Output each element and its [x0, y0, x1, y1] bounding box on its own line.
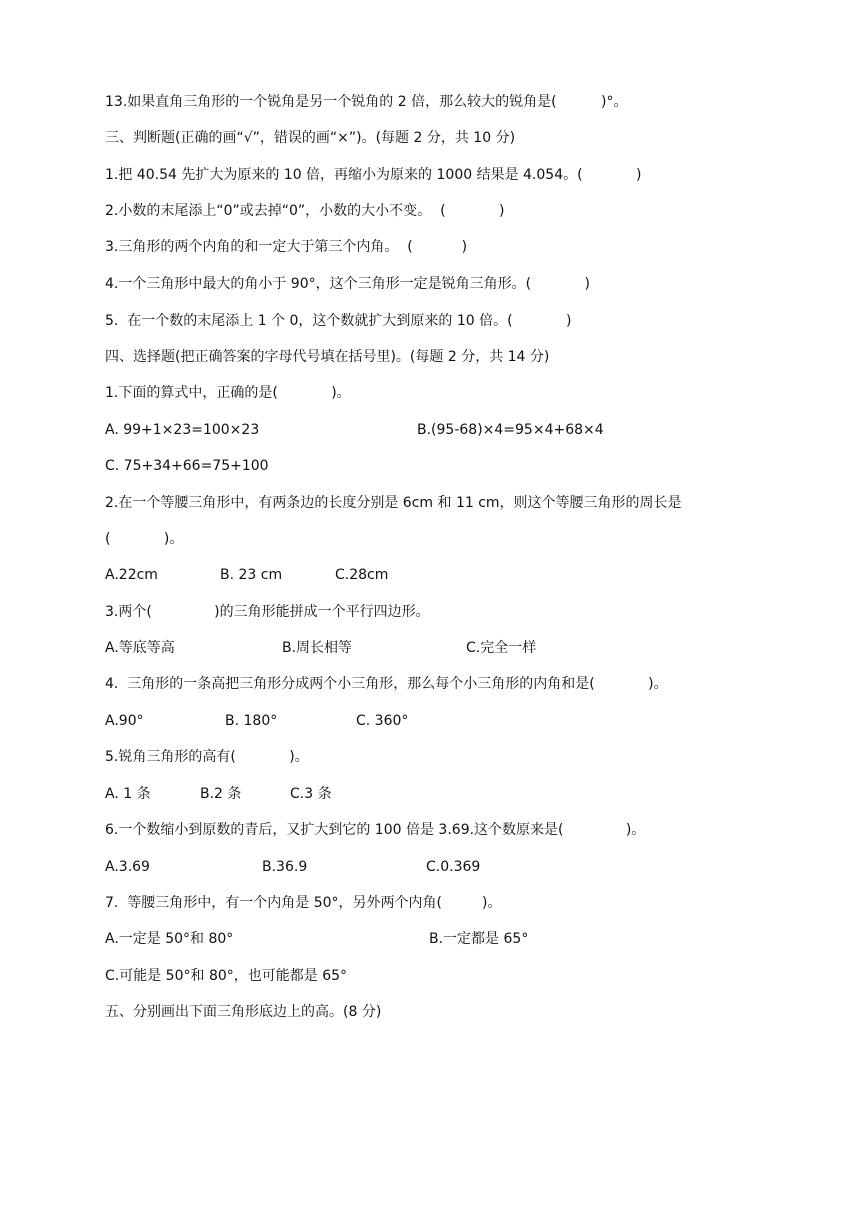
- choice-6-option-a: A.3.69: [105, 859, 150, 875]
- choice-7-option-a: A.一定是 50°和 80°: [105, 931, 234, 947]
- choice-3-option-a: A.等底等高: [105, 640, 175, 656]
- choice-3-option-c: C.完全一样: [466, 640, 537, 656]
- choice-question-4: 4. 三角形的一条高把三角形分成两个小三角形，那么每个小三角形的内角和是( )。: [105, 676, 668, 692]
- judge-question-5: 5. 在一个数的末尾添上 1 个 0，这个数就扩大到原来的 10 倍。( ): [105, 313, 572, 329]
- choice-4-option-c: C. 360°: [356, 713, 409, 729]
- choice-3-option-b: B.周长相等: [282, 640, 353, 656]
- choice-question-1: 1.下面的算式中，正确的是( )。: [105, 385, 351, 401]
- judge-question-2: 2.小数的末尾添上“0”或去掉“0”，小数的大小不变。 ( ): [105, 203, 505, 219]
- choice-5-option-a: A. 1 条: [105, 786, 151, 802]
- choice-question-2: 2.在一个等腰三角形中，有两条边的长度分别是 6cm 和 11 cm，则这个等腰三角形的周长是: [105, 495, 682, 511]
- judge-question-4: 4.一个三角形中最大的角小于 90°，这个三角形一定是锐角三角形。( ): [105, 276, 590, 292]
- choice-2-option-b: B. 23 cm: [220, 567, 283, 583]
- choice-5-option-b: B.2 条: [200, 786, 242, 802]
- choice-question-7: 7. 等腰三角形中，有一个内角是 50°，另外两个内角( )。: [105, 895, 502, 911]
- judge-question-1: 1.把 40.54 先扩大为原来的 10 倍，再缩小为原来的 1000 结果是 4.054。( ): [105, 167, 642, 183]
- judge-question-3: 3.三角形的两个内角的和一定大于第三个内角。 ( ): [105, 239, 468, 255]
- choice-6-option-c: C.0.369: [426, 859, 481, 875]
- choice-question-2-blank: ( )。: [105, 531, 184, 547]
- section-4-heading: 四、选择题(把正确答案的字母代号填在括号里)。(每题 2 分，共 14 分): [105, 349, 550, 365]
- choice-1-option-c: C. 75+34+66=75+100: [105, 458, 269, 474]
- question-13: 13.如果直角三角形的一个锐角是另一个锐角的 2 倍，那么较大的锐角是( )°。: [105, 94, 628, 110]
- choice-2-option-a: A.22cm: [105, 567, 158, 583]
- section-5-heading: 五、分别画出下面三角形底边上的高。(8 分): [105, 1004, 382, 1020]
- choice-1-option-a: A. 99+1×23=100×23: [105, 422, 260, 438]
- choice-question-6: 6.一个数缩小到原数的青后，又扩大到它的 100 倍是 3.69.这个数原来是( )。: [105, 822, 646, 838]
- choice-7-option-b: B.一定都是 65°: [429, 931, 529, 947]
- choice-4-option-b: B. 180°: [225, 713, 278, 729]
- choice-2-option-c: C.28cm: [335, 567, 389, 583]
- choice-question-5: 5.锐角三角形的高有( )。: [105, 749, 309, 765]
- choice-question-3: 3.两个( )的三角形能拼成一个平行四边形。: [105, 604, 430, 620]
- choice-5-option-c: C.3 条: [290, 786, 332, 802]
- section-3-heading: 三、判断题(正确的画“√”，错误的画“×”)。(每题 2 分，共 10 分): [105, 130, 516, 146]
- choice-1-option-b: B.(95-68)×4=95×4+68×4: [417, 422, 604, 438]
- choice-6-option-b: B.36.9: [262, 859, 308, 875]
- choice-4-option-a: A.90°: [105, 713, 144, 729]
- choice-7-option-c: C.可能是 50°和 80°，也可能都是 65°: [105, 968, 348, 984]
